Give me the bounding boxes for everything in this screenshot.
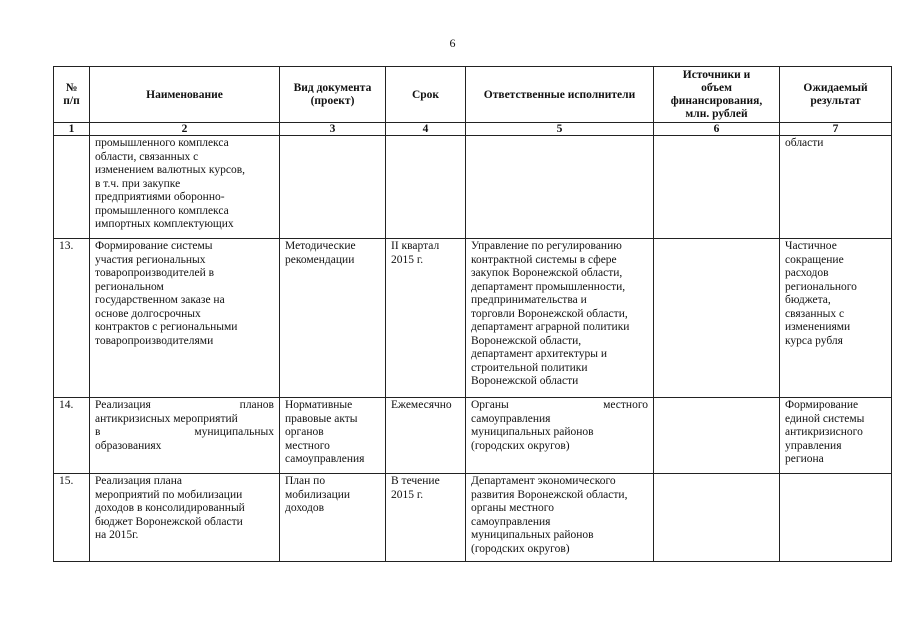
header-line: п/п xyxy=(63,95,80,107)
cell-line: департамент промышленности, xyxy=(471,280,626,293)
cell-line: импортных комплектующих xyxy=(95,218,234,230)
header-term: Срок xyxy=(386,67,466,123)
column-number: 4 xyxy=(386,123,466,136)
cell-line: Ежемесячно xyxy=(391,399,452,411)
cell-line: регионального xyxy=(785,280,857,293)
column-number: 1 xyxy=(54,123,90,136)
column-number: 2 xyxy=(90,123,280,136)
cell-line: предпринимательства и xyxy=(471,294,587,306)
cell-line: бюджет Воронежской области xyxy=(95,515,243,528)
header-result xyxy=(780,67,892,123)
cell-line: В течение xyxy=(391,475,440,487)
header-line: Вид документа xyxy=(293,82,372,94)
cell-line: мероприятий по мобилизации xyxy=(95,488,243,501)
cell-line: промышленного комплекса xyxy=(95,137,229,149)
result-cell xyxy=(780,239,892,398)
row-number-text: 14. xyxy=(59,399,74,411)
cell-line: контрактной системы в сфере xyxy=(471,253,617,266)
cell-line: государственном заказе на xyxy=(95,294,225,306)
doc-type-cell xyxy=(280,136,386,239)
cell-line: товаропроизводителями xyxy=(95,334,214,347)
cell-line: Управление по регулированию xyxy=(471,240,622,252)
cell-line: антикризисного xyxy=(785,426,863,438)
header-doc-type xyxy=(280,67,386,123)
term-cell xyxy=(386,474,466,562)
cell-line: (городских округов) xyxy=(471,542,570,555)
cell-line: в муниципальных xyxy=(95,426,274,438)
row-number-text: 13. xyxy=(59,240,74,252)
cell-line: доходов в консолидированный xyxy=(95,502,245,514)
header-line: (проект) xyxy=(310,95,355,107)
header-line: Ожидаемый xyxy=(803,82,868,94)
cell-line: правовые акты xyxy=(285,412,358,425)
cell-line: антикризисных мероприятий xyxy=(95,412,238,425)
row-number-text: 15. xyxy=(59,475,74,487)
cell-line: II квартал xyxy=(391,240,440,252)
header-executors: Ответственные исполнители xyxy=(466,67,654,123)
cell-line: доходов xyxy=(285,502,325,514)
cell-line: Органы местного xyxy=(471,399,648,411)
doc-type-cell xyxy=(280,398,386,474)
cell-line: курса рубля xyxy=(785,334,843,347)
name-cell xyxy=(90,239,280,398)
header-name: Наименование xyxy=(90,67,280,123)
term-cell xyxy=(386,136,466,239)
cell-line: органов xyxy=(285,426,324,438)
cell-line: основе долгосрочных xyxy=(95,307,201,320)
cell-line: участия региональных xyxy=(95,253,206,266)
header-line: финансирования, xyxy=(670,95,763,107)
cell-line: в т.ч. при закупке xyxy=(95,177,181,190)
cell-line: сокращение xyxy=(785,253,844,266)
cell-line: товаропроизводителей в xyxy=(95,267,215,279)
header-number xyxy=(54,67,90,123)
cell-line: Методические xyxy=(285,240,356,252)
cell-line: 2015 г. xyxy=(391,488,424,501)
cell-line: единой системы xyxy=(785,412,865,425)
header-funding xyxy=(654,67,780,123)
cell-line: самоуправления xyxy=(285,453,365,465)
cell-line: развития Воронежской области, xyxy=(471,488,628,501)
table-row xyxy=(54,398,892,474)
cell-line: Формирование xyxy=(785,399,859,411)
cell-line: изменениями xyxy=(785,321,851,333)
cell-line: Департамент экономического xyxy=(471,475,616,487)
cell-line: Воронежской области, xyxy=(471,334,582,347)
funding-cell xyxy=(654,398,780,474)
column-number: 3 xyxy=(280,123,386,136)
cell-line: местного xyxy=(285,439,330,452)
name-cell xyxy=(90,136,280,239)
cell-line: региональном xyxy=(95,280,164,293)
page-number: 6 xyxy=(449,36,456,50)
result-cell xyxy=(780,398,892,474)
cell-line: Реализация плана xyxy=(95,475,182,487)
cell-line: промышленного комплекса xyxy=(95,204,229,217)
executors-cell xyxy=(466,239,654,398)
row-number xyxy=(54,136,90,239)
cell-line: (городских округов) xyxy=(471,439,570,452)
doc-type-cell xyxy=(280,239,386,398)
row-number xyxy=(54,474,90,562)
term-cell xyxy=(386,239,466,398)
cell-line: изменением валютных курсов, xyxy=(95,164,246,176)
cell-line: области xyxy=(785,137,824,149)
header-line: № xyxy=(65,82,78,94)
cell-line: органы местного xyxy=(471,502,554,514)
column-number: 6 xyxy=(654,123,780,136)
term-cell xyxy=(386,398,466,474)
cell-line: расходов xyxy=(785,267,829,279)
column-number-row xyxy=(54,123,892,136)
funding-cell xyxy=(654,136,780,239)
result-cell xyxy=(780,136,892,239)
column-number: 7 xyxy=(780,123,892,136)
doc-type-cell xyxy=(280,474,386,562)
column-number: 5 xyxy=(466,123,654,136)
name-cell xyxy=(90,398,280,474)
cell-line: образованиях xyxy=(95,439,162,452)
cell-line: департамент аграрной политики xyxy=(471,321,630,333)
header-line: объем xyxy=(701,82,732,94)
cell-line: области, связанных с xyxy=(95,150,199,163)
cell-line: региона xyxy=(785,453,824,465)
table-row xyxy=(54,474,892,562)
cell-line: департамент архитектуры и xyxy=(471,348,607,360)
cell-line: самоуправления xyxy=(471,515,551,528)
cell-line: управления xyxy=(785,439,842,452)
cell-line: бюджета, xyxy=(785,294,831,306)
header-line: результат xyxy=(810,95,861,107)
executors-cell xyxy=(466,136,654,239)
cell-line: закупок Воронежской области, xyxy=(471,267,623,279)
cell-line: Нормативные xyxy=(285,399,353,411)
cell-line: муниципальных районов xyxy=(471,529,594,541)
table-row xyxy=(54,136,892,239)
cell-line: Формирование системы xyxy=(95,240,213,252)
name-cell xyxy=(90,474,280,562)
row-number xyxy=(54,239,90,398)
cell-line: предприятиями оборонно- xyxy=(95,191,225,203)
plan-table xyxy=(53,66,892,562)
executors-cell xyxy=(466,474,654,562)
row-number xyxy=(54,398,90,474)
cell-line: торговли Воронежской области, xyxy=(471,307,628,320)
cell-line: Реализация планов xyxy=(95,399,274,411)
cell-line: на 2015г. xyxy=(95,529,139,541)
header-row xyxy=(54,67,892,123)
cell-line: Воронежской области xyxy=(471,375,579,387)
cell-line: 2015 г. xyxy=(391,253,424,266)
cell-line: строительной политики xyxy=(471,361,588,374)
header-line: млн. рублей xyxy=(685,108,748,120)
header-line: Источники и xyxy=(682,69,751,81)
cell-line: муниципальных районов xyxy=(471,426,594,438)
cell-line: Частичное xyxy=(785,240,837,252)
cell-line: рекомендации xyxy=(285,253,355,266)
cell-line: связанных с xyxy=(785,307,845,320)
funding-cell xyxy=(654,239,780,398)
executors-cell xyxy=(466,398,654,474)
cell-line: мобилизации xyxy=(285,488,351,501)
result-cell xyxy=(780,474,892,562)
cell-line: самоуправления xyxy=(471,412,551,425)
funding-cell xyxy=(654,474,780,562)
table-row xyxy=(54,239,892,398)
cell-line: План по xyxy=(285,475,326,487)
cell-line: контрактов с региональными xyxy=(95,321,238,333)
